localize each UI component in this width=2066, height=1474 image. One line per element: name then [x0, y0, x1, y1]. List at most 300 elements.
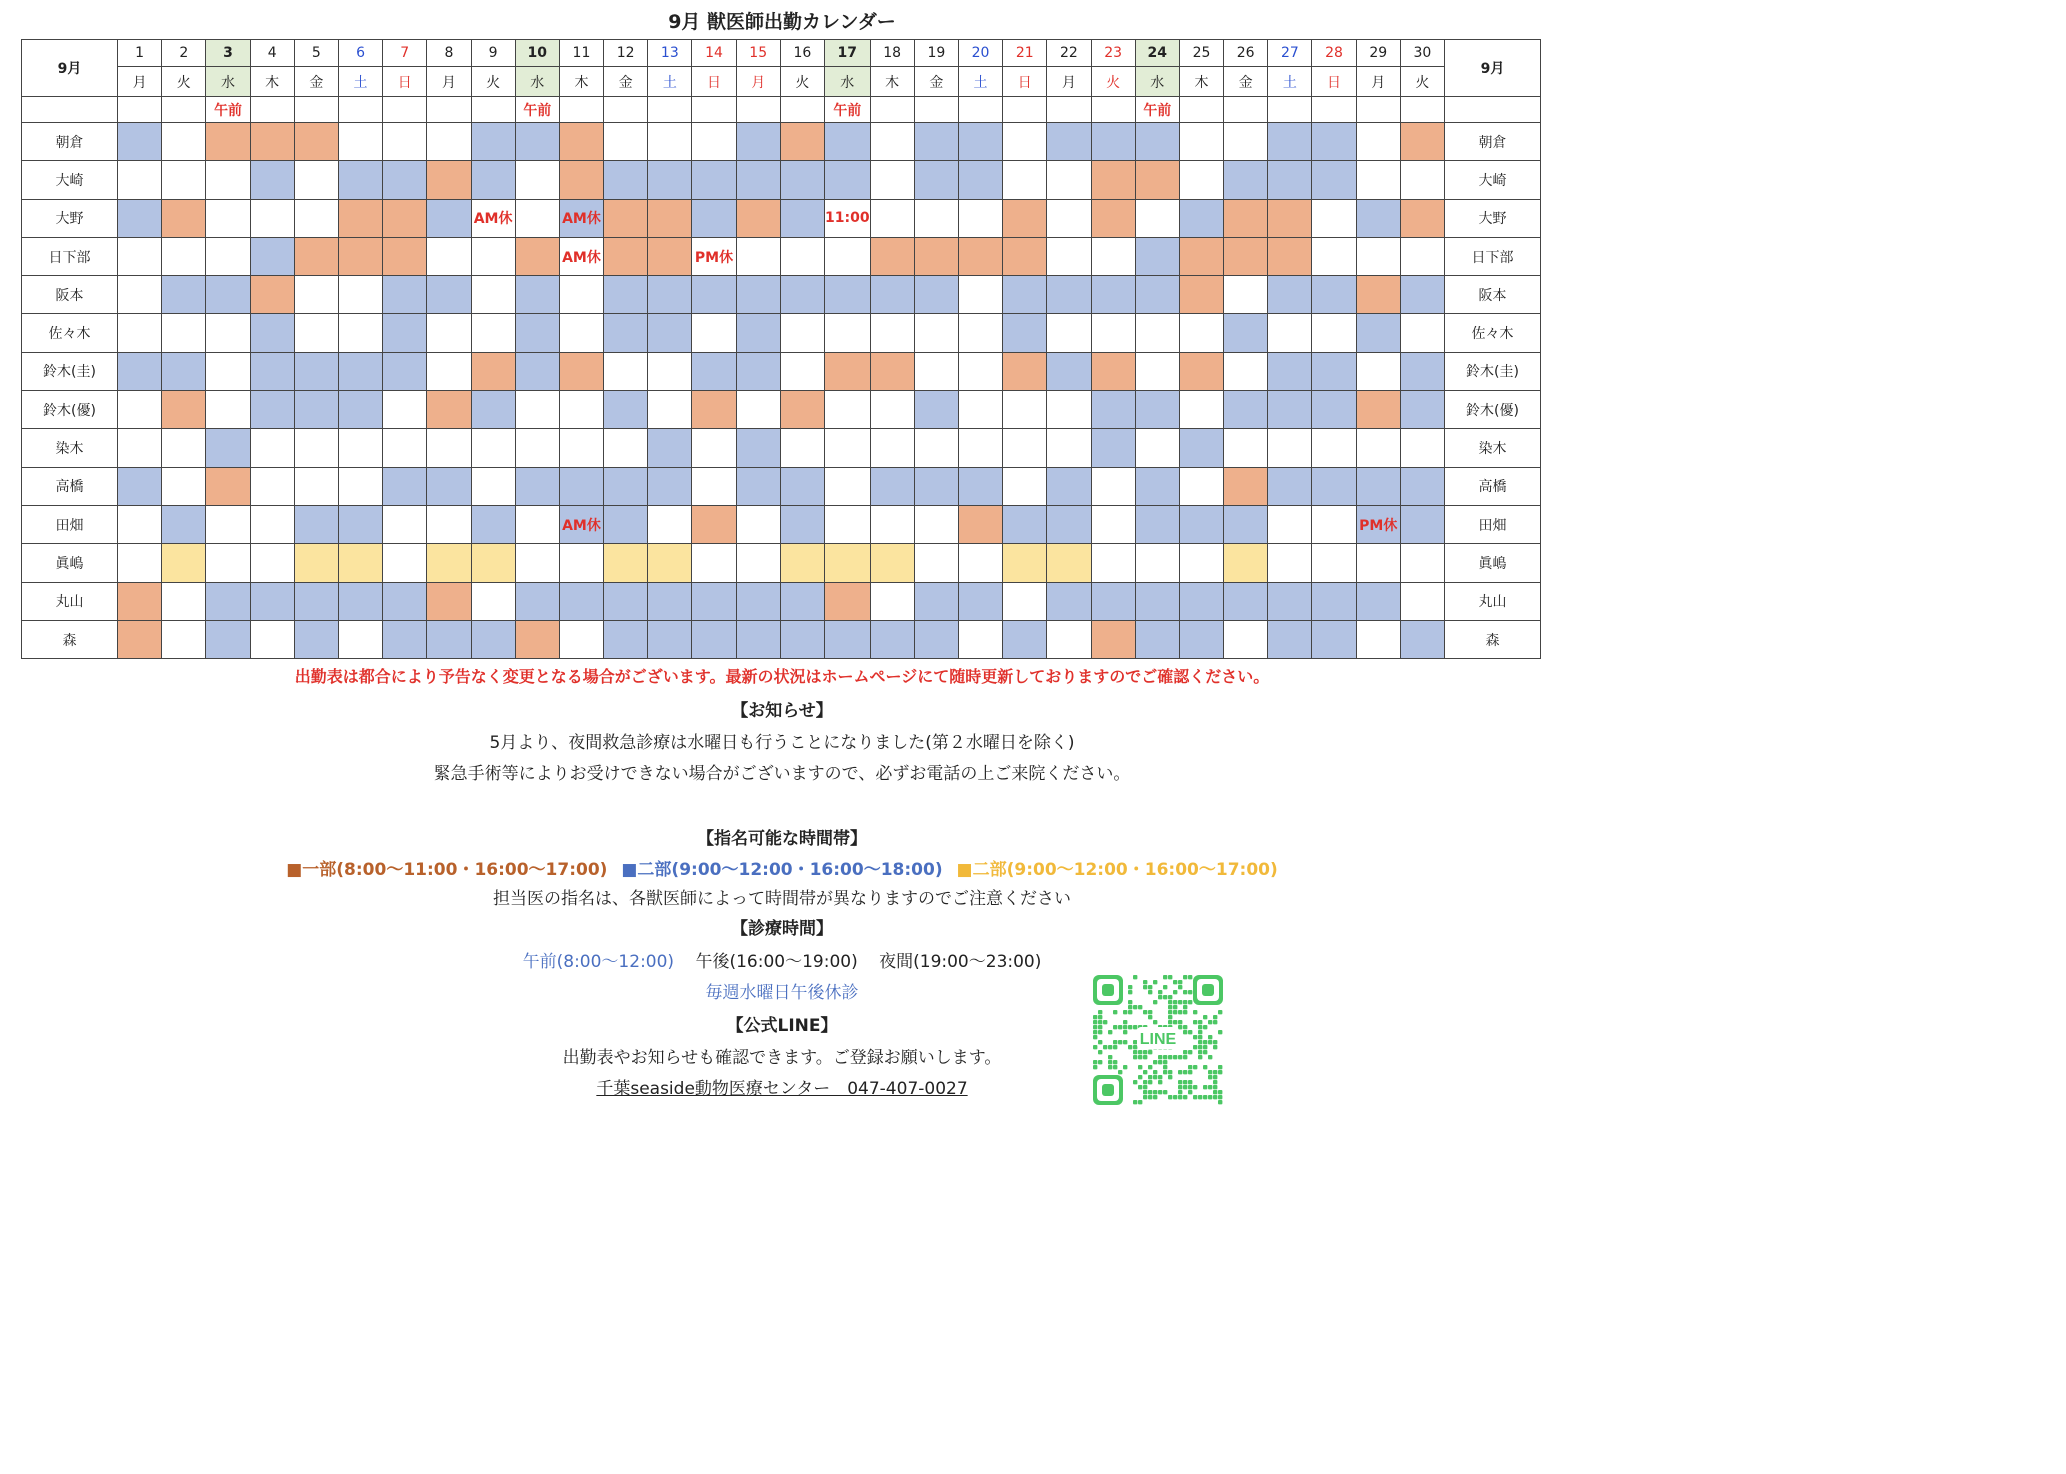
shift-cell [780, 505, 824, 543]
shift-cell [250, 391, 294, 429]
shift-cell [736, 161, 780, 199]
shift-cell [648, 582, 692, 620]
day-number: 21 [1003, 40, 1047, 67]
ampm-cell [383, 97, 427, 123]
weekday: 火 [471, 67, 515, 97]
shift-cell [1312, 620, 1356, 658]
shift-cell [383, 429, 427, 467]
weekday: 火 [162, 67, 206, 97]
day-number: 11 [559, 40, 603, 67]
shift-cell [206, 582, 250, 620]
info-line-2: 緊急手術等によりお受けできない場合がございますので、必ずお電話の上ご来院ください。 [433, 764, 1131, 784]
weekday: 日 [692, 67, 736, 97]
staff-name-right: 丸山 [1445, 582, 1541, 620]
shift-cell [1091, 314, 1135, 352]
hours-closed: 毎週水曜日午後休診 [705, 983, 859, 1003]
shift-cell [1224, 391, 1268, 429]
shift-cell [294, 123, 338, 161]
weekday: 土 [648, 67, 692, 97]
shift-cell [206, 429, 250, 467]
shift-cell [383, 391, 427, 429]
weekday: 金 [914, 67, 958, 97]
shift-cell [1224, 620, 1268, 658]
shift-cell [870, 620, 914, 658]
shift-cell [958, 352, 1002, 390]
ampm-cell [471, 97, 515, 123]
shift-cell [471, 429, 515, 467]
shift-cell [338, 620, 382, 658]
hours-line [0, 947, 1564, 972]
shift-cell [1047, 314, 1091, 352]
shift-cell [1091, 544, 1135, 582]
ampm-cell [118, 97, 162, 123]
shift-cell [604, 276, 648, 314]
shift-cell [1400, 123, 1444, 161]
shift-cell [870, 161, 914, 199]
shift-cell [1312, 123, 1356, 161]
shift-cell [1179, 276, 1223, 314]
shift-cell [250, 276, 294, 314]
shift-cell [604, 161, 648, 199]
shift-cell: AM休 [559, 199, 603, 237]
shift-cell [118, 429, 162, 467]
shift-cell [1091, 237, 1135, 275]
staff-name: 鈴木(圭) [22, 352, 118, 390]
shift-cell [383, 199, 427, 237]
shift-cell [825, 505, 871, 543]
shift-cell [1400, 467, 1444, 505]
shift-cell [1091, 199, 1135, 237]
clinic-phone[interactable]: 千葉seaside動物医療センター 047-407-0027 [596, 1079, 968, 1099]
shift-cell: AM休 [471, 199, 515, 237]
day-number: 12 [604, 40, 648, 67]
shift-cell [1400, 199, 1444, 237]
shift-cell [162, 391, 206, 429]
shift-cell [1400, 237, 1444, 275]
shift-cell [559, 276, 603, 314]
shift-cell [250, 582, 294, 620]
shift-cell [958, 391, 1002, 429]
staff-name: 田畑 [22, 505, 118, 543]
day-number: 16 [780, 40, 824, 67]
shift-cell [604, 237, 648, 275]
shift-cell [1091, 352, 1135, 390]
shift-cell [692, 620, 736, 658]
shift-cell [870, 276, 914, 314]
day-number: 14 [692, 40, 736, 67]
shift-cell [870, 199, 914, 237]
weekday: 金 [294, 67, 338, 97]
shift-cell [1003, 352, 1047, 390]
shift-cell [736, 582, 780, 620]
shift-cell [1312, 582, 1356, 620]
shift-cell [515, 429, 559, 467]
shift-cell [780, 276, 824, 314]
shift-cell [1179, 161, 1223, 199]
weekday: 土 [1268, 67, 1312, 97]
shift-cell [250, 544, 294, 582]
line-qr-code[interactable] [1093, 975, 1223, 1105]
day-number: 30 [1400, 40, 1444, 67]
ampm-cell [1356, 97, 1400, 123]
shift-cell [515, 276, 559, 314]
shift-cell [958, 161, 1002, 199]
shift-cell [780, 199, 824, 237]
shift-cell [1400, 161, 1444, 199]
shift-cell [1224, 161, 1268, 199]
weekday: 金 [604, 67, 648, 97]
shift-cell [1179, 237, 1223, 275]
shift-cell [1356, 199, 1400, 237]
shift-cell [1003, 544, 1047, 582]
shift-cell [294, 276, 338, 314]
shift-cell [914, 199, 958, 237]
shift-cell [604, 123, 648, 161]
shift-cell [692, 352, 736, 390]
shift-cell [1400, 391, 1444, 429]
shift-cell [118, 544, 162, 582]
shift-cell [162, 237, 206, 275]
shift-cell [825, 544, 871, 582]
attendance-calendar [21, 39, 1541, 659]
shift-cell [692, 199, 736, 237]
hours-pm: 午後(16:00〜19:00) [695, 952, 858, 972]
staff-name: 丸山 [22, 582, 118, 620]
ampm-cell [914, 97, 958, 123]
shift-cell [1356, 620, 1400, 658]
shift-cell [515, 314, 559, 352]
day-number: 6 [338, 40, 382, 67]
shift-cell [250, 237, 294, 275]
shift-cell [1135, 276, 1179, 314]
shift-cell [206, 544, 250, 582]
shift-cell [1003, 276, 1047, 314]
shift-cell [118, 276, 162, 314]
weekday: 日 [1003, 67, 1047, 97]
staff-name: 阪本 [22, 276, 118, 314]
shift-cell [1312, 237, 1356, 275]
staff-row [22, 237, 1541, 275]
shift-cell [338, 161, 382, 199]
shift-cell [294, 505, 338, 543]
shift-cell [780, 467, 824, 505]
shift-cell [1224, 352, 1268, 390]
shift-cell [1003, 467, 1047, 505]
weekday: 月 [1047, 67, 1091, 97]
ampm-cell: 午前 [515, 97, 559, 123]
shift-cell [338, 467, 382, 505]
shift-cell [1047, 582, 1091, 620]
shift-cell [780, 352, 824, 390]
staff-name: 朝倉 [22, 123, 118, 161]
shift-cell [118, 314, 162, 352]
shift-cell [383, 582, 427, 620]
shift-cell [1268, 352, 1312, 390]
shift-cell [1047, 544, 1091, 582]
shift-cell [1312, 314, 1356, 352]
shift-cell [471, 505, 515, 543]
info-heading: 【お知らせ】 [731, 701, 833, 721]
shift-cell [294, 161, 338, 199]
shift-cell [780, 391, 824, 429]
weekday: 水 [206, 67, 250, 97]
shift-cell [1268, 467, 1312, 505]
day-number: 10 [515, 40, 559, 67]
shift-cell [427, 620, 471, 658]
shift-cell [338, 276, 382, 314]
shift-cell [648, 314, 692, 352]
ampm-cell [692, 97, 736, 123]
shift-cell [162, 352, 206, 390]
staff-name-right: 佐々木 [1445, 314, 1541, 352]
shift-cell [250, 123, 294, 161]
ampm-cell [1268, 97, 1312, 123]
shift-cell [1135, 391, 1179, 429]
shift-cell [250, 467, 294, 505]
shift-cell [118, 237, 162, 275]
shift-cell [1400, 505, 1444, 543]
shift-cell [1356, 429, 1400, 467]
shift-cell [1179, 620, 1223, 658]
day-number: 7 [383, 40, 427, 67]
ampm-cell [427, 97, 471, 123]
shift-cell [338, 391, 382, 429]
shift-cell [825, 352, 871, 390]
shift-cell [1268, 391, 1312, 429]
ampm-cell: 午前 [825, 97, 871, 123]
shift-cell [1312, 467, 1356, 505]
staff-name-right: 染木 [1445, 429, 1541, 467]
month-label-right: 9月 [1445, 40, 1541, 97]
shift-cell [1400, 429, 1444, 467]
shift-cell [958, 314, 1002, 352]
shift-cell [958, 276, 1002, 314]
shift-cell [1268, 620, 1312, 658]
shift-cell [162, 276, 206, 314]
ampm-cell [338, 97, 382, 123]
shift-cell [604, 544, 648, 582]
nomination-heading: 【指名可能な時間帯】 [697, 829, 867, 849]
shift-cell [162, 314, 206, 352]
page-title: 9月 獣医師出勤カレンダー [668, 11, 896, 33]
shift-cell [736, 352, 780, 390]
shift-cell [1400, 620, 1444, 658]
ampm-cell [1047, 97, 1091, 123]
shift-cell [1356, 582, 1400, 620]
line-text: 出勤表やお知らせも確認できます。ご登録お願いします。 [562, 1048, 1002, 1068]
staff-name: 日下部 [22, 237, 118, 275]
shift-cell [870, 237, 914, 275]
shift-cell [338, 544, 382, 582]
shift-cell [1179, 123, 1223, 161]
shift-cell [692, 276, 736, 314]
shift-cell [1224, 199, 1268, 237]
shift-cell [206, 467, 250, 505]
shift-cell [559, 123, 603, 161]
shift-cell [427, 391, 471, 429]
shift-cell [870, 314, 914, 352]
shift-cell [1047, 237, 1091, 275]
shift-cell [1224, 237, 1268, 275]
weekday: 日 [383, 67, 427, 97]
shift-cell [736, 314, 780, 352]
shift-cell [1224, 314, 1268, 352]
shift-cell [1268, 237, 1312, 275]
shift-cell [206, 237, 250, 275]
shift-cell [250, 429, 294, 467]
staff-name: 佐々木 [22, 314, 118, 352]
shift-cell [604, 620, 648, 658]
shift-cell [1091, 391, 1135, 429]
shift-cell [383, 237, 427, 275]
shift-cell [427, 352, 471, 390]
day-number: 22 [1047, 40, 1091, 67]
shift-cell [1047, 199, 1091, 237]
shift-cell [870, 467, 914, 505]
shift-cell [914, 237, 958, 275]
shift-cell [736, 467, 780, 505]
weekday: 火 [780, 67, 824, 97]
shift-cell [870, 352, 914, 390]
shift-cell [559, 161, 603, 199]
staff-name-right: 森 [1445, 620, 1541, 658]
shift-cell [692, 582, 736, 620]
shift-cell [914, 123, 958, 161]
shift-cell [1400, 582, 1444, 620]
shift-cell [559, 544, 603, 582]
day-number: 8 [427, 40, 471, 67]
shift-cell [914, 276, 958, 314]
staff-row [22, 544, 1541, 582]
ampm-row [22, 97, 1541, 123]
shift-cell [1312, 505, 1356, 543]
shift-cell [206, 276, 250, 314]
shift-cell [427, 276, 471, 314]
shift-cell [1356, 352, 1400, 390]
staff-row [22, 123, 1541, 161]
shift-cell [383, 505, 427, 543]
shift-cell [1356, 467, 1400, 505]
shift-cell [648, 391, 692, 429]
staff-name-right: 眞嶋 [1445, 544, 1541, 582]
staff-name-right: 鈴木(優) [1445, 391, 1541, 429]
shift-cell [1135, 237, 1179, 275]
shift-cell [958, 620, 1002, 658]
day-number: 17 [825, 40, 871, 67]
line-heading: 【公式LINE】 [726, 1016, 838, 1036]
shift-cell [1003, 582, 1047, 620]
shift-cell [692, 467, 736, 505]
shift-cell [1003, 505, 1047, 543]
nomination-legend [0, 855, 1564, 880]
staff-name-right: 日下部 [1445, 237, 1541, 275]
staff-name: 森 [22, 620, 118, 658]
shift-cell [1047, 123, 1091, 161]
legend-nibu-blue: ■二部(9:00〜12:00・16:00〜18:00) [621, 860, 943, 880]
shift-cell [1356, 161, 1400, 199]
date-row [22, 40, 1541, 67]
shift-cell [736, 505, 780, 543]
shift-cell [1003, 429, 1047, 467]
shift-cell [1091, 429, 1135, 467]
shift-cell [206, 505, 250, 543]
ampm-spacer [1445, 97, 1541, 123]
shift-cell [515, 161, 559, 199]
shift-cell [471, 123, 515, 161]
shift-cell [294, 199, 338, 237]
shift-cell [118, 467, 162, 505]
day-number: 3 [206, 40, 250, 67]
weekday: 木 [559, 67, 603, 97]
shift-cell [1312, 429, 1356, 467]
shift-cell [736, 544, 780, 582]
shift-cell [604, 352, 648, 390]
weekday: 月 [118, 67, 162, 97]
shift-cell [1312, 276, 1356, 314]
shift-cell [118, 582, 162, 620]
shift-cell [1224, 276, 1268, 314]
shift-cell [427, 467, 471, 505]
staff-row [22, 429, 1541, 467]
ampm-cell [736, 97, 780, 123]
day-number: 20 [958, 40, 1002, 67]
shift-cell [338, 314, 382, 352]
day-number: 4 [250, 40, 294, 67]
shift-cell [780, 237, 824, 275]
shift-cell [162, 429, 206, 467]
shift-cell [1003, 237, 1047, 275]
shift-cell [250, 199, 294, 237]
shift-cell [604, 429, 648, 467]
shift-cell [338, 429, 382, 467]
day-number: 27 [1268, 40, 1312, 67]
shift-cell [1135, 199, 1179, 237]
shift-cell [383, 352, 427, 390]
shift-cell [1268, 161, 1312, 199]
ampm-cell [604, 97, 648, 123]
shift-cell [250, 352, 294, 390]
staff-name: 鈴木(優) [22, 391, 118, 429]
shift-cell [1179, 467, 1223, 505]
shift-cell [1091, 467, 1135, 505]
shift-cell [427, 544, 471, 582]
staff-row [22, 199, 1541, 237]
shift-cell [736, 429, 780, 467]
weekday-row [22, 67, 1541, 97]
shift-cell [118, 505, 162, 543]
shift-cell [1268, 276, 1312, 314]
shift-cell [338, 237, 382, 275]
shift-cell [825, 467, 871, 505]
shift-cell [559, 314, 603, 352]
shift-cell [294, 582, 338, 620]
shift-cell [1179, 544, 1223, 582]
shift-cell [559, 429, 603, 467]
shift-cell [1224, 582, 1268, 620]
shift-cell [162, 161, 206, 199]
shift-cell [1179, 391, 1223, 429]
change-notice: 出勤表は都合により予告なく変更となる場合がございます。最新の状況はホームページにて随時更新しておりますのでご確認ください。 [294, 667, 1270, 686]
shift-cell [294, 544, 338, 582]
shift-cell [1091, 276, 1135, 314]
shift-cell [118, 161, 162, 199]
ampm-cell [250, 97, 294, 123]
shift-cell [1400, 314, 1444, 352]
shift-cell [1224, 467, 1268, 505]
shift-cell [825, 391, 871, 429]
shift-cell [692, 314, 736, 352]
shift-cell [1268, 429, 1312, 467]
